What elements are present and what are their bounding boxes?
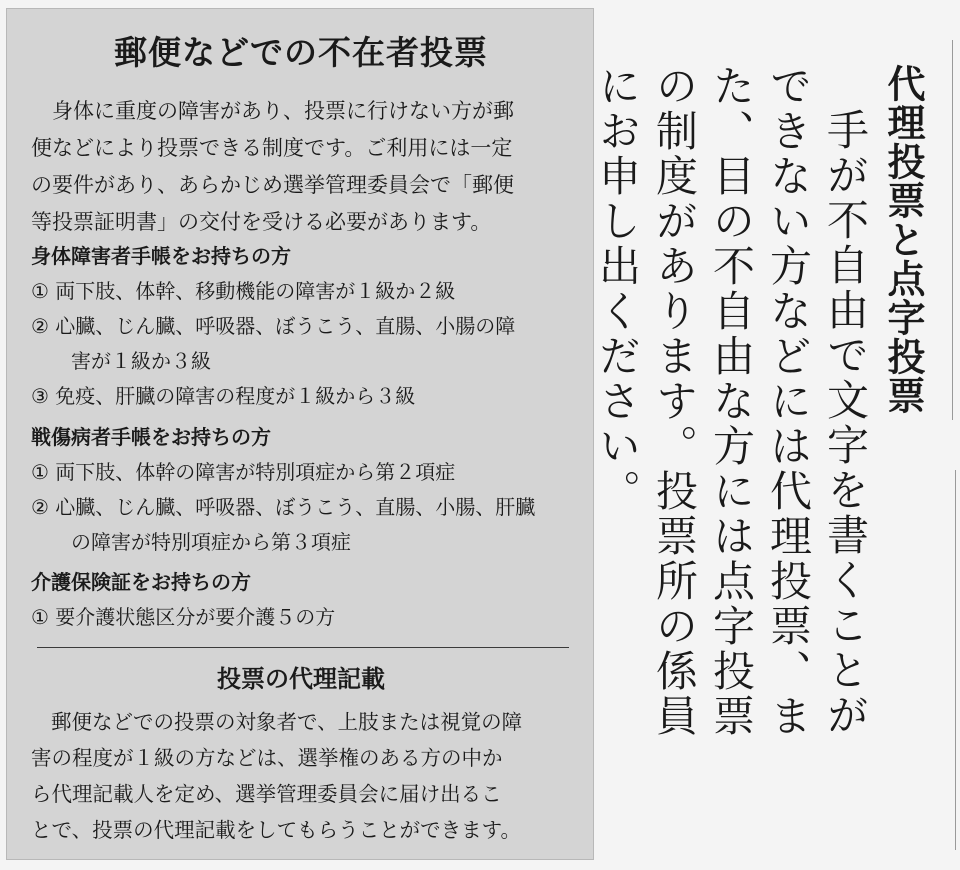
section-disability-handbook xyxy=(31,239,576,414)
requirement-text-cont: 害が１級か３級 xyxy=(71,349,211,373)
section-divider xyxy=(37,647,569,648)
section-heading: 戦傷病者手帳をお持ちの方 xyxy=(31,425,271,449)
requirement-item xyxy=(31,490,576,560)
vertical-text-column: た、目の不自由な方には点字投票 xyxy=(707,64,756,739)
intro-line: 便などにより投票できる制度です。ご利用には一定 xyxy=(31,136,513,160)
absentee-voting-box xyxy=(6,8,594,860)
page-edge-rule xyxy=(955,470,956,850)
vertical-text-column: 手が不自由で文字を書くことが xyxy=(821,108,870,738)
section-care-insurance xyxy=(31,565,576,635)
requirement-text-cont: の障害が特別項症から第３項症 xyxy=(71,530,351,554)
proxy-line: ら代理記載人を定め、選挙管理委員会に届け出るこ xyxy=(31,782,502,806)
requirement-item xyxy=(31,600,576,635)
section-heading: 介護保険証をお持ちの方 xyxy=(31,570,251,594)
vertical-text-column: にお申し出ください。 xyxy=(593,64,642,514)
requirement-text: ① 両下肢、体幹、移動機能の障害が１級か２級 xyxy=(31,279,456,303)
requirement-item xyxy=(31,309,576,379)
requirement-item xyxy=(31,455,576,490)
requirement-text: ① 要介護状態区分が要介護５の方 xyxy=(31,605,336,629)
proxy-entry-title: 投票の代理記載 xyxy=(217,665,385,693)
vertical-article xyxy=(593,64,928,844)
box-title: 郵便などでの不在者投票 xyxy=(114,33,488,72)
requirement-text: ③ 免疫、肝臓の障害の程度が１級から３級 xyxy=(31,384,416,408)
requirement-text: ② 心臓、じん臓、呼吸器、ぼうこう、直腸、小腸、肝臓 xyxy=(31,495,536,519)
page-edge-rule xyxy=(952,40,953,420)
requirement-item xyxy=(31,274,576,309)
section-war-injury-handbook xyxy=(31,420,576,560)
proxy-line: とで、投票の代理記載をしてもらうことができます。 xyxy=(31,818,521,842)
section-heading: 身体障害者手帳をお持ちの方 xyxy=(31,244,291,268)
requirement-text: ① 両下肢、体幹の障害が特別項症から第２項症 xyxy=(31,460,456,484)
vertical-text-column: の制度があります。投票所の係員 xyxy=(650,64,699,739)
proxy-line: 郵便などでの投票の対象者で、上肢または視覚の障 xyxy=(51,710,523,734)
vertical-text-column: できない方などには代理投票、ま xyxy=(764,64,813,739)
proxy-entry-paragraph xyxy=(31,704,576,848)
intro-line: 身体に重度の障害があり、投票に行けない方が郵 xyxy=(52,99,514,123)
vertical-title: 代理投票と点字投票 xyxy=(881,64,925,415)
requirement-text: ② 心臓、じん臓、呼吸器、ぼうこう、直腸、小腸の障 xyxy=(31,314,516,338)
intro-line: 等投票証明書」の交付を受ける必要があります。 xyxy=(31,210,492,234)
proxy-line: 害の程度が１級の方などは、選挙権のある方の中か xyxy=(31,746,503,770)
intro-paragraph xyxy=(31,93,576,241)
intro-line: の要件があり、あらかじめ選挙管理委員会で「郵便 xyxy=(31,173,514,197)
requirement-item xyxy=(31,379,576,414)
